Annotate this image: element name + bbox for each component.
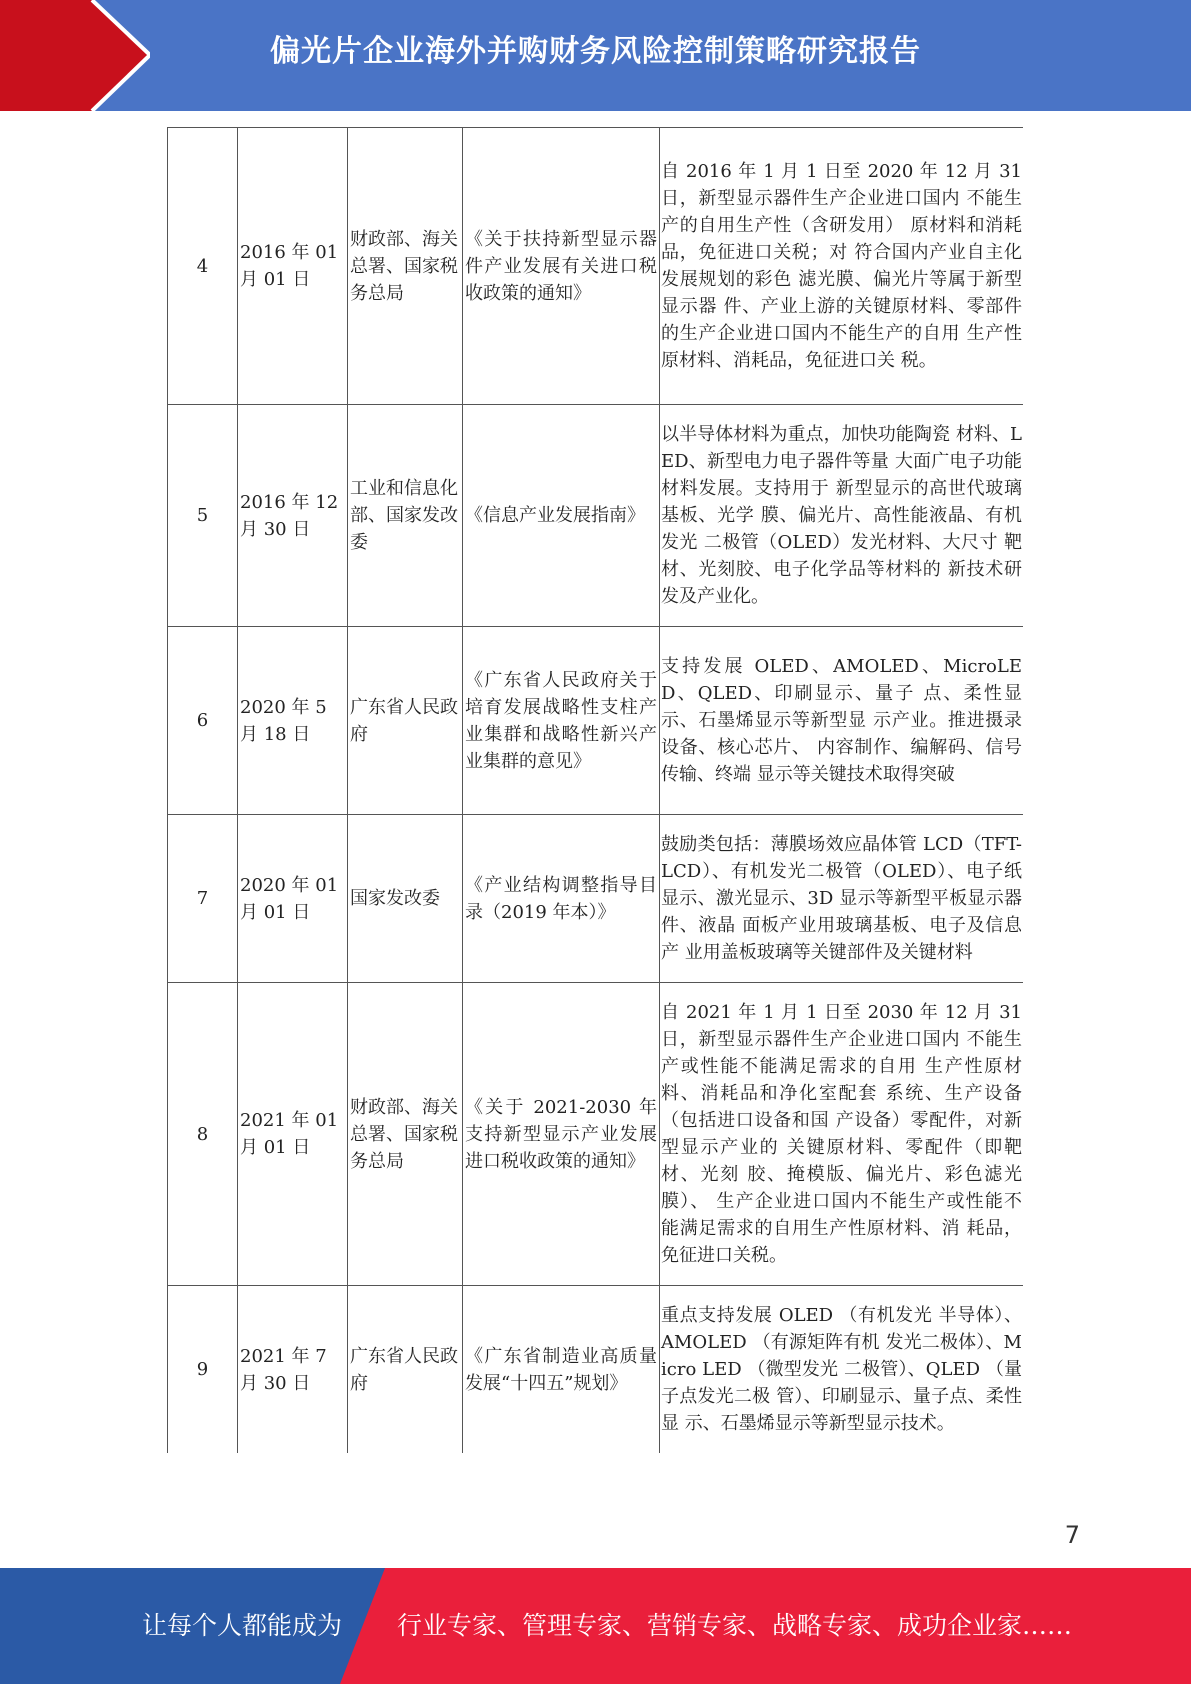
table-row [168, 405, 1024, 627]
row-policy-title: 《信息产业发展指南》 [463, 405, 660, 627]
row-date: 2020 年 5 月 18 日 [238, 627, 348, 815]
row-issuer: 国家发改委 [348, 815, 463, 983]
row-content: 重点支持发展 OLED （有机发光 半导体）、AMOLED （有源矩阵有机 发光二极体）、Micro LED （微型发光 二极管）、QLED （量子点发光二极 管）、印刷显示、量子点、柔性显 示、石墨烯显示等新型显示技术。 [660, 1286, 1024, 1454]
footer-slogan-lead: 让每个人都能成为 [142, 1611, 343, 1640]
row-date: 2021 年 01 月 01 日 [238, 983, 348, 1286]
row-policy-title: 《关于 2021-2030 年支持新型显示产业发展进口税收政策的通知》 [463, 983, 660, 1286]
row-date: 2020 年 01 月 01 日 [238, 815, 348, 983]
table-row [168, 128, 1024, 405]
row-content: 以半导体材料为重点，加快功能陶瓷 材料、LED、新型电力电子器件等量 大面广电子功能材料发展。支持用于 新型显示的高世代玻璃基板、光学 膜、偏光片、高性能液晶、有机发光 二极管（OLED）发光材料、大尺寸 靶材、光刻胶、电子化学品等材料的 新技术研发及产业化。 [660, 405, 1024, 627]
row-content: 鼓励类包括：薄膜场效应晶体管 LCD（TFT-LCD）、有机发光二极管（OLED）、电子纸显示、激光显示、3D 显示等新型平板显示器件、液晶 面板产业用玻璃基板、电子及信息产 业用盖板玻璃等关键部件及关键材料 [660, 815, 1024, 983]
policy-table-container [167, 127, 1023, 1453]
page-number: 7 [1064, 1521, 1080, 1549]
row-number: 9 [168, 1286, 238, 1454]
row-policy-title: 《广东省人民政府关于培育发展战略性支柱产业集群和战略性新兴产业集群的意见》 [463, 627, 660, 815]
row-issuer: 财政部、海关总署、国家税务总局 [348, 983, 463, 1286]
row-content: 自 2016 年 1 月 1 日至 2020 年 12 月 31 日，新型显示器件生产企业进口国内 不能生产的自用生产性（含研发用） 原材料和消耗品，免征进口关税；对 符合国内产业自主化发展规划的彩色 滤光膜、偏光片等属于新型显示器 件、产业上游的关键原材料、零部件 的生产企业进口国内不能生产的自用 生产性原材料、消耗品，免征进口关 税。 [660, 128, 1024, 405]
row-number: 5 [168, 405, 238, 627]
report-title: 偏光片企业海外并购财务风险控制策略研究报告 [270, 34, 921, 69]
row-issuer: 工业和信息化部、国家发改委 [348, 405, 463, 627]
row-number: 6 [168, 627, 238, 815]
chevron-arrow-icon [0, 0, 150, 111]
row-number: 8 [168, 983, 238, 1286]
row-policy-title: 《关于扶持新型显示器件产业发展有关进口税收政策的通知》 [463, 128, 660, 405]
footer-slogan-list: 行业专家、管理专家、营销专家、战略专家、成功企业家…… [397, 1611, 1073, 1640]
row-number: 4 [168, 128, 238, 405]
row-content: 自 2021 年 1 月 1 日至 2030 年 12 月 31 日，新型显示器件生产企业进口国内 不能生产或性能不能满足需求的自用 生产性原材料、消耗品和净化室配套 系统、生产设备（包括进口设备和国 产设备）零配件，对新型显示产业的 关键原材料、零配件（即靶材、光刻 胶、掩模版、偏光片、彩色滤光膜）、 生产企业进口国内不能生产或性能不 能满足需求的自用生产性原材料、消 耗品，免征进口关税。 [660, 983, 1024, 1286]
row-policy-title: 《产业结构调整指导目录（2019 年本）》 [463, 815, 660, 983]
row-number: 7 [168, 815, 238, 983]
table-row [168, 1286, 1024, 1454]
policy-table [167, 127, 1023, 1453]
row-policy-title: 《广东省制造业高质量发展“十四五”规划》 [463, 1286, 660, 1454]
table-row [168, 627, 1024, 815]
row-content: 支持发展 OLED、AMOLED、MicroLED、QLED、印刷显示、量子 点、柔性显示、石墨烯显示等新型显 示产业。推进摄录设备、核心芯片、 内容制作、编解码、信号传输、终端 显示等关键技术取得突破 [660, 627, 1024, 815]
row-date: 2016 年 01 月 01 日 [238, 128, 348, 405]
page-footer [0, 1568, 1191, 1684]
row-date: 2016 年 12 月 30 日 [238, 405, 348, 627]
row-issuer: 财政部、海关总署、国家税务总局 [348, 128, 463, 405]
row-date: 2021 年 7 月 30 日 [238, 1286, 348, 1454]
page-header [0, 0, 1191, 111]
row-issuer: 广东省人民政府 [348, 1286, 463, 1454]
table-row [168, 983, 1024, 1286]
table-row [168, 815, 1024, 983]
row-issuer: 广东省人民政府 [348, 627, 463, 815]
